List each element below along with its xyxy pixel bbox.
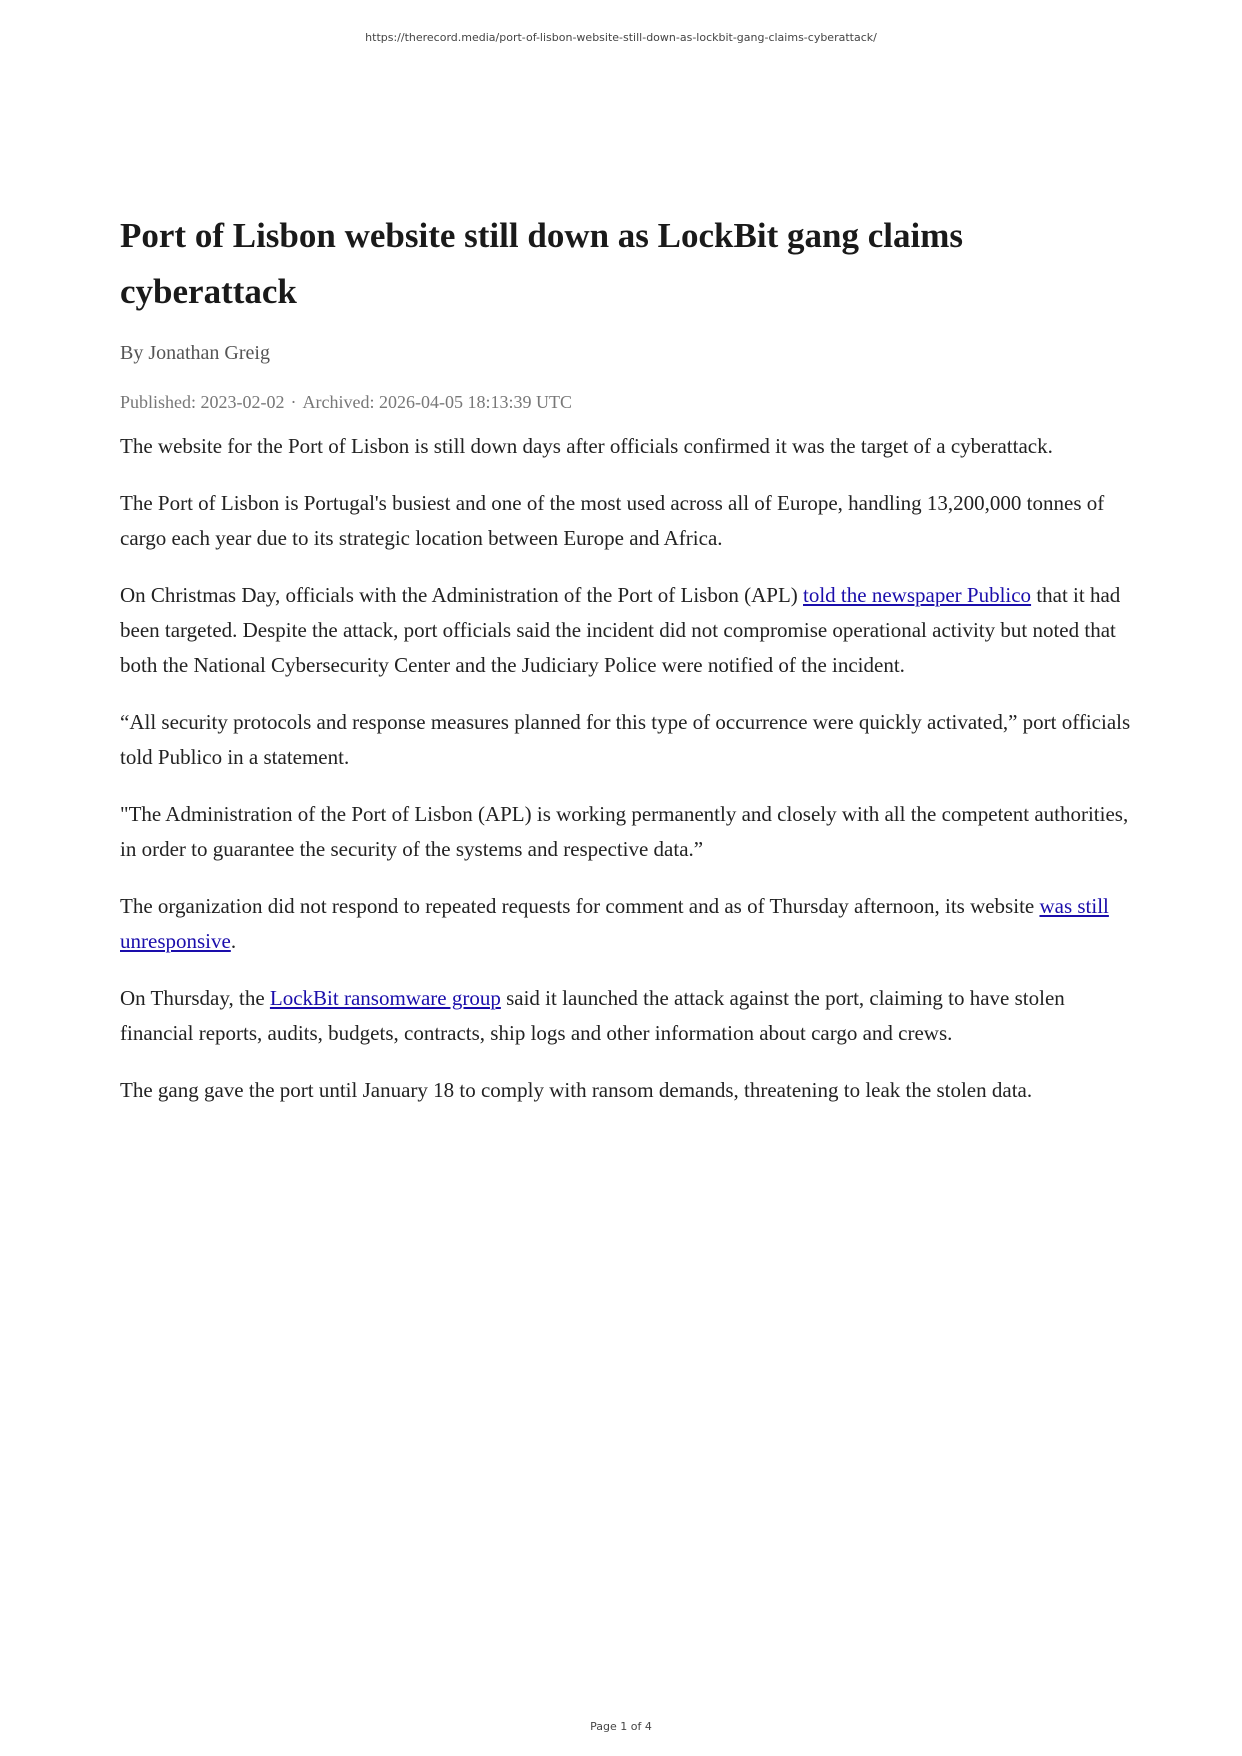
paragraph-6-text-after: . xyxy=(230,929,237,953)
byline: By Jonathan Greig xyxy=(120,342,270,364)
archived-date: Archived: 2026-04-05 18:13:39 UTC xyxy=(302,392,572,412)
article-meta xyxy=(120,390,1132,414)
paragraph-7-text-before: On Thursday, the xyxy=(120,986,270,1010)
website-unresponsive-link[interactable]: was still unresponsive xyxy=(120,894,1109,953)
paragraph-3-text-after: that it had been targeted. Despite the attack, port officials said the incident did not compromise operational activity but noted that both the National Cybersecurity Center and the Judiciary Police were notified of the incident. xyxy=(120,583,1121,677)
published-date: Published: 2023-02-02 xyxy=(120,392,285,412)
paragraph-4: “All security protocols and response measures planned for this type of occurrence were quickly activated,” port officials told Publico in a statement. xyxy=(120,710,1131,769)
paragraph-3-text-before: On Christmas Day, officials with the Administration of the Port of Lisbon (APL) xyxy=(120,583,804,607)
paragraph-3 xyxy=(120,578,1132,683)
paragraph-2: The Port of Lisbon is Portugal's busiest and one of the most used across all of Europe, handling 13,200,000 tonnes of cargo each year due to its strategic location between Europe and Africa. xyxy=(120,491,1105,550)
meta-separator: · xyxy=(290,392,297,412)
source-url: https://therecord.media/port-of-lisbon-website-still-down-as-lockbit-gang-claims-cyberattack/ xyxy=(365,31,877,44)
page-number: Page 1 of 4 xyxy=(590,1720,652,1733)
paragraph-6 xyxy=(120,889,1132,959)
paragraph-8: The gang gave the port until January 18 to comply with ransom demands, threatening to leak the stolen data. xyxy=(120,1078,1033,1102)
lockbit-link[interactable]: LockBit ransomware group xyxy=(269,986,501,1010)
paragraph-7 xyxy=(120,981,1132,1051)
paragraph-1: The website for the Port of Lisbon is still down days after officials confirmed it was the target of a cyberattack. xyxy=(120,434,1053,458)
paragraph-7-text-after: said it launched the attack against the port, claiming to have stolen financial reports, audits, budgets, contracts, ship logs and other information about cargo and crews. xyxy=(120,986,1065,1045)
paragraph-6-text-before: The organization did not respond to repeated requests for comment and as of Thursday afternoon, its website xyxy=(120,894,1040,918)
article xyxy=(120,208,1132,1130)
publico-link[interactable]: told the newspaper Publico xyxy=(803,583,1032,607)
paragraph-5: "The Administration of the Port of Lisbon (APL) is working permanently and closely with all the competent authorities, in order to guarantee the security of the systems and respective data.” xyxy=(120,802,1129,861)
article-title: Port of Lisbon website still down as LockBit gang claims cyberattack xyxy=(120,216,963,311)
article-body xyxy=(120,429,1132,1108)
